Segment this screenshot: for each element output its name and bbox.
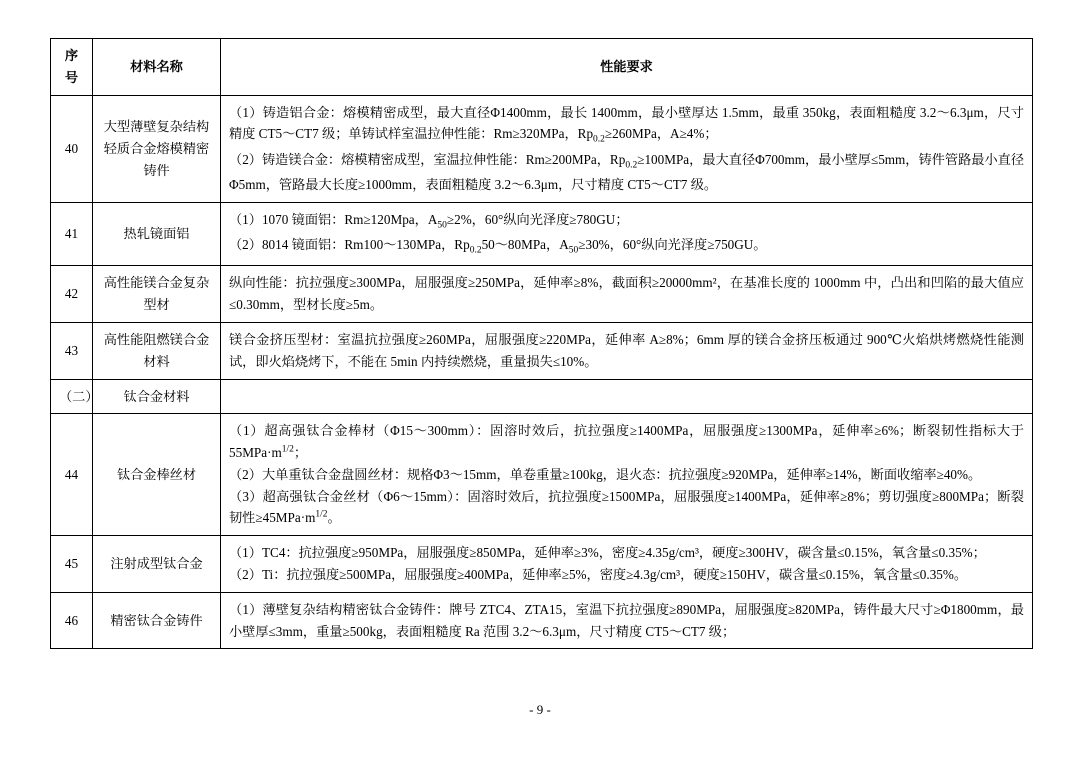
table-row xyxy=(51,414,1033,536)
row-requirements xyxy=(221,202,1033,266)
section-title: 钛合金材料 xyxy=(93,379,221,414)
row-requirements xyxy=(221,266,1033,323)
requirement-line: （1）TC4：抗拉强度≥950MPa，屈服强度≥850MPa，延伸率≥3%，密度≥4.35g/cm³，硬度≥300HV，碳含量≤0.15%，氧含量≤0.35%； xyxy=(229,545,986,561)
requirement-line: （3）超高强钛合金丝材（Φ6～15mm）：固溶时效后，抗拉强度≥1500MPa，屈服强度≥1400MPa，延伸率≥8%；剪切强度≥800MPa；断裂韧性$\ge 45MPa\cdot m^{1/2}$。 xyxy=(229,488,1024,526)
row-material-name: 高性能阻燃镁合金材料 xyxy=(93,322,221,379)
page-number: - 9 - xyxy=(529,702,551,717)
row-no: 46 xyxy=(51,592,93,649)
requirement-line: （1）薄壁复杂结构精密钛合金铸件：牌号 ZTC4、ZTA15，室温下抗拉强度≥890MPa，屈服强度≥820MPa，铸件最大尺寸≥Φ1800mm，最小壁厚≤3mm，重量≥500kg，表面粗糙度 Ra 范围 3.2～6.3μm，尺寸精度 CT5～CT7 级； xyxy=(229,601,1024,639)
row-no: 41 xyxy=(51,202,93,266)
requirement-line: （2）Ti：抗拉强度≥500MPa，屈服强度≥400MPa，延伸率≥5%，密度≥4.3g/cm³，硬度≥150HV，碳含量≤0.15%，氧含量≤0.35%。 xyxy=(229,566,968,582)
row-material-name: 注射成型钛合金 xyxy=(93,536,221,593)
table-row xyxy=(51,202,1033,266)
table-header-row xyxy=(51,39,1033,96)
materials-spec-table xyxy=(50,38,1033,649)
table-row xyxy=(51,266,1033,323)
requirement-line: （1）超高强钛合金棒材（Φ15～300mm）：固溶时效后，抗拉强度≥1400MPa，屈服强度≥1300MPa，延伸率≥6%；断裂韧性指标大于 $55MPa\cdot m^{1/2}$； xyxy=(229,423,1024,461)
table-row xyxy=(51,95,1033,202)
table-row xyxy=(51,536,1033,593)
column-header-no: 序号 xyxy=(51,39,93,96)
section-empty-cell xyxy=(221,379,1033,414)
row-no: 42 xyxy=(51,266,93,323)
column-header-material-name: 材料名称 xyxy=(93,39,221,96)
requirement-line: （2）8014 镜面铝：Rm100～130MPa，$Rp_{0.2}50\sim 80MPa$，$A_{50}\ge 30\%$，60°纵向光泽度≥750GU。 xyxy=(229,237,767,256)
requirement-line: 纵向性能：抗拉强度≥300MPa，屈服强度≥250MPa，延伸率≥8%，截面积≥20000mm²，在基准长度的 1000mm 中，凸出和凹陷的最大值应≤0.30mm，型材长度≥5m。 xyxy=(229,275,1024,313)
table-header xyxy=(51,39,1033,96)
row-no: 45 xyxy=(51,536,93,593)
row-requirements xyxy=(221,536,1033,593)
column-header-requirements: 性能要求 xyxy=(221,39,1033,96)
row-material-name: 钛合金棒丝材 xyxy=(93,414,221,536)
requirement-line: （1）铸造铝合金：熔模精密成型，最大直径Φ1400mm，最长 1400mm，最小壁厚达 1.5mm，最重 350kg，表面粗糙度 3.2～6.3μm，尺寸精度 CT5～CT7 级；单铸试样室温拉伸性能：Rm≥320MPa，$Rp_{0.2}\ge 260MPa$，A≥4%； xyxy=(229,104,1024,145)
row-requirements xyxy=(221,95,1033,202)
row-material-name: 高性能镁合金复杂型材 xyxy=(93,266,221,323)
requirement-line: （2）大单重钛合金盘圆丝材：规格Φ3～15mm，单卷重量≥100kg，退火态：抗拉强度≥920MPa，延伸率≥14%，断面收缩率≥40%。 xyxy=(229,466,982,482)
row-material-name: 热轧镜面铝 xyxy=(93,202,221,266)
row-no: 40 xyxy=(51,95,93,202)
row-requirements xyxy=(221,322,1033,379)
table-row xyxy=(51,322,1033,379)
table-row xyxy=(51,592,1033,649)
section-no: （二） xyxy=(51,379,93,414)
row-material-name: 大型薄壁复杂结构轻质合金熔模精密铸件 xyxy=(93,95,221,202)
table-body xyxy=(51,95,1033,649)
table-row-section xyxy=(51,379,1033,414)
row-no: 43 xyxy=(51,322,93,379)
row-requirements xyxy=(221,414,1033,536)
row-no: 44 xyxy=(51,414,93,536)
requirement-line: 镁合金挤压型材：室温抗拉强度≥260MPa，屈服强度≥220MPa，延伸率 A≥8%；6mm 厚的镁合金挤压板通过 900℃火焰烘烤燃烧性能测试，即火焰烧烤下，不能在 5min 内持续燃烧，重量损失≤10%。 xyxy=(229,331,1024,369)
row-material-name: 精密钛合金铸件 xyxy=(93,592,221,649)
row-requirements xyxy=(221,592,1033,649)
requirement-line: （2）铸造镁合金：熔模精密成型，室温拉伸性能：Rm≥200MPa，$Rp_{0.2}\ge 100MPa$，最大直径Φ700mm，最小壁厚≤5mm，铸件管路最小直径Φ5mm，管路最大长度≥1000mm，表面粗糙度 3.2～6.3μm，尺寸精度 CT5～CT7 级。 xyxy=(229,151,1025,192)
requirement-line: （1）1070 镜面铝：Rm≥120Mpa，$A_{50}\ge 2\%$，60°纵向光泽度≥780GU； xyxy=(229,211,629,231)
